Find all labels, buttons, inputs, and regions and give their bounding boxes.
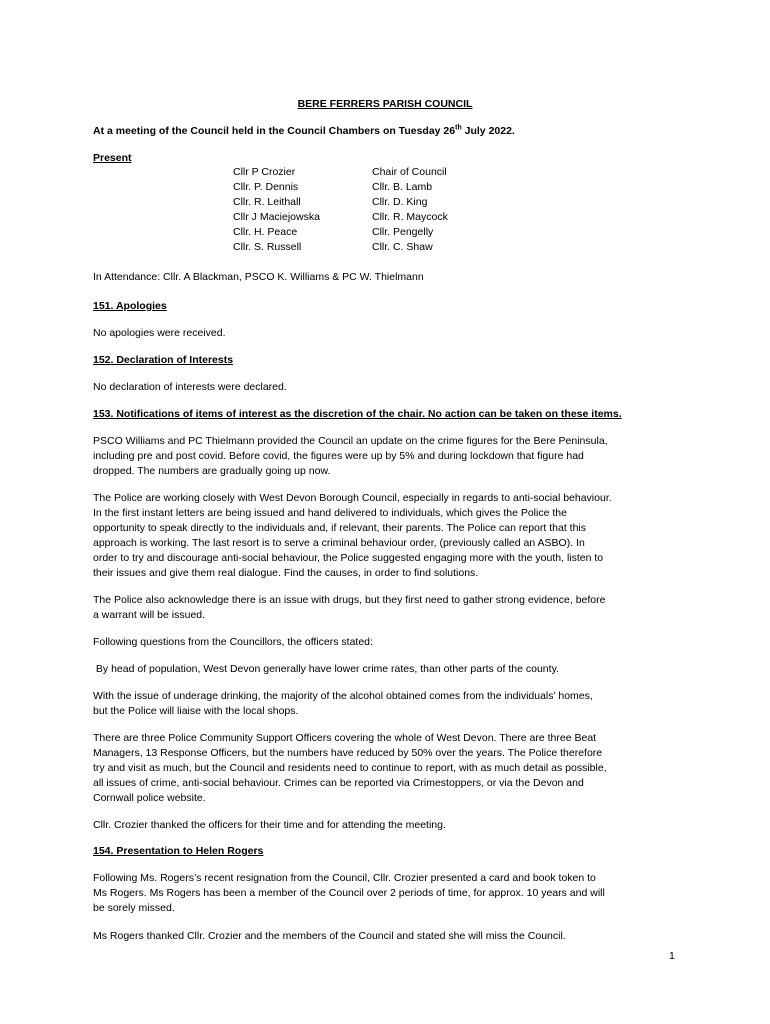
paragraph-questions: Following questions from the Councillors, the officers stated: (93, 636, 373, 648)
attendee: Cllr P Crozier (233, 166, 296, 178)
paragraph-underage-drinking: With the issue of underage drinking, the majority of the alcohol obtained comes from the individuals’ homes, but the Police will liaise with the local shops. (93, 690, 593, 717)
attendee: Cllr. C. Shaw (372, 241, 433, 253)
section-heading-154: 154. Presentation to Helen Rogers (93, 845, 264, 857)
present-heading: Present (93, 152, 132, 164)
attendee: Cllr. Pengelly (372, 226, 434, 238)
attendee: Cllr. R. Leithall (233, 196, 301, 208)
paragraph-resignation: Following Ms. Rogers’s recent resignation from the Council, Cllr. Crozier presented a card and book token to Ms Rogers. Ms Rogers has been a member of the Council over 2 periods of time, for approx. 10 years and will be sorely missed. (93, 872, 605, 914)
paragraph-crime-figures: PSCO Williams and PC Thielmann provided the Council an update on the crime figures for the Bere Peninsula, including pre and post covid. Before covid, the figures were up by 5% and during lockdown that figure had dropped. The numbers are gradually going up now. (93, 435, 608, 477)
section-text-151: No apologies were received. (93, 327, 226, 339)
attendee: Cllr. R. Maycock (372, 211, 448, 223)
paragraph-west-devon: The Police are working closely with West Devon Borough Council, especially in regards to anti-social behaviour. In the first instant letters are being issued and hand delivered to individuals, which gives the Police the opportunity to speak directly to the individuals and, if relevant, their parents. The Police can report that this approach is working. The last resort is to serve a criminal behaviour order, (previously called an ASBO). In order to try and discourage anti-social behaviour, the Police suggested engaging more with the youth, listen to their issues and give them real dialogue. Find the causes, in order to find solutions. (93, 492, 612, 579)
paragraph-drugs: The Police also acknowledge there is an issue with drugs, but they first need to gather strong evidence, before a warrant will be issued. (93, 594, 606, 621)
attendee: Cllr. P. Dennis (233, 181, 299, 193)
paragraph-population: By head of population, West Devon generally have lower crime rates, than other parts of the county. (93, 663, 559, 675)
attendee: Cllr. B. Lamb (372, 181, 433, 193)
attendee: Cllr. H. Peace (233, 226, 298, 238)
attendee: Cllr J Maciejowska (233, 211, 320, 223)
section-heading-151: 151. Apologies (93, 300, 167, 312)
page-number: 1 (669, 950, 675, 962)
paragraph-rogers-thanks: Ms Rogers thanked Cllr. Crozier and the members of the Council and stated she will miss the Council. (93, 930, 566, 942)
paragraph-thanks: Cllr. Crozier thanked the officers for their time and for attending the meeting. (93, 819, 446, 831)
section-heading-152: 152. Declaration of Interests (93, 354, 234, 366)
document-title: BERE FERRERS PARISH COUNCIL (297, 98, 473, 110)
attendee: Chair of Council (372, 166, 447, 178)
section-heading-153: 153. Notifications of items of interest as the discretion of the chair. No action can be taken on these items. (93, 408, 622, 420)
attendee: Cllr. D. King (372, 196, 428, 208)
meeting-statement: At a meeting of the Council held in the Council Chambers on Tuesday 26th July 2022. (93, 124, 515, 137)
section-text-152: No declaration of interests were declared. (93, 381, 287, 393)
in-attendance: In Attendance: Cllr. A Blackman, PSCO K. Williams & PC W. Thielmann (93, 271, 424, 283)
attendee: Cllr. S. Russell (233, 241, 302, 253)
paragraph-officers: There are three Police Community Support Officers covering the whole of West Devon. There are three Beat Managers, 13 Response Officers, but the numbers have reduced by 50% over the years. The Police therefore try and visit as much, but the Council and residents need to continue to report, with as much detail as possible, all issues of crime, anti-social behaviour. Crimes can be reported via Crimestoppers, or via the Devon and Cornwall police website. (93, 732, 607, 804)
